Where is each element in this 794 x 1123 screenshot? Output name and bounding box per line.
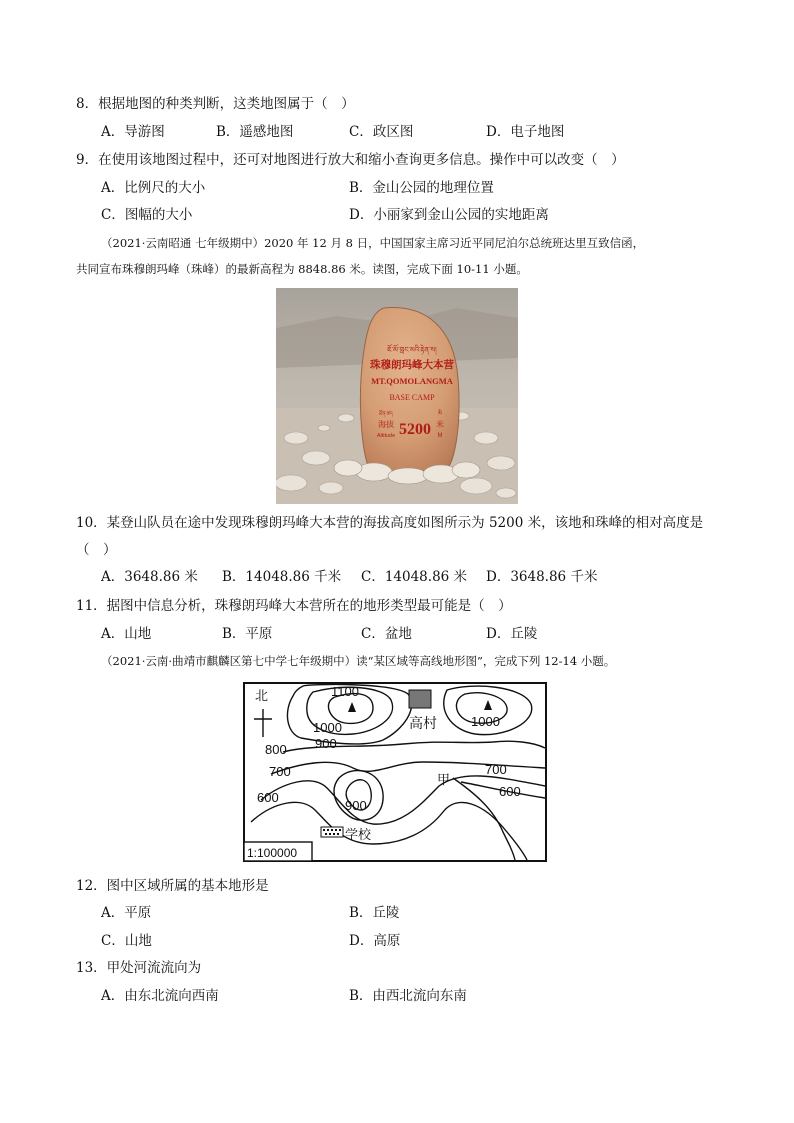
intro-12-14: （2021·云南·曲靖市麒麟区第七中学七年级期中）读“某区域等高线地形图”，完成下列 12-14 小题。 <box>101 654 616 668</box>
stone-left-tibetan: ཐོན་ཚད <box>379 411 393 417</box>
contour-label-700-west: 700 <box>269 764 291 779</box>
school-label: 学校 <box>345 828 372 843</box>
stone-right-english: M <box>437 433 443 439</box>
q10-stem-line2: （ ） <box>76 542 117 558</box>
north-label: 北 <box>255 689 269 704</box>
intro-10-11-line1: （2021·云南昭通 七年级期中）2020 年 12 月 8 日，中国国家主席习近平同尼泊尔总统班达里互致信函， <box>101 236 645 250</box>
q9-option-a: A．比例尺的大小 <box>101 180 206 196</box>
contour-label-900-hill: 900 <box>345 798 367 813</box>
base-camp-photo <box>276 288 518 504</box>
contour-label-900-north: 900 <box>315 736 337 751</box>
q11-option-c: C．盆地 <box>361 626 412 642</box>
intro-10-11-line2: 共同宣布珠穆朗玛峰（珠峰）的最新高程为 8848.86 米。读图，完成下面 10-11 小题。 <box>76 262 528 276</box>
stone-chinese-text: 珠穆朗玛峰大本营 <box>370 359 454 371</box>
q11-option-b: B．平原 <box>222 626 273 642</box>
stone-altitude-number: 5200 <box>399 421 431 438</box>
scale-label: 1:100000 <box>247 846 298 860</box>
contour-label-1100: 1100 <box>331 684 359 699</box>
contour-label-1000-east: 1000 <box>471 714 500 729</box>
q8-option-c: C．政区图 <box>349 124 414 140</box>
river-point-label: 甲 <box>437 773 451 788</box>
stone-left-english: Altitude <box>376 433 396 439</box>
stone-right-chinese: 米 <box>436 420 444 429</box>
q13-option-a: A．由东北流向西南 <box>101 988 219 1004</box>
contour-map <box>243 682 547 862</box>
q12-option-d: D．高原 <box>349 933 401 949</box>
contour-label-800: 800 <box>265 742 287 757</box>
q8-option-a: A．导游图 <box>101 124 165 140</box>
contour-label-1000-west: 1000 <box>313 720 342 735</box>
q9-stem: 9．在使用该地图过程中，还可对地图进行放大和缩小查询更多信息。操作中可以改变（ ） <box>76 152 625 168</box>
q12-stem: 12．图中区域所属的基本地形是 <box>76 878 269 894</box>
q12-option-b: B．丘陵 <box>349 905 400 921</box>
contour-map-figure <box>243 682 547 862</box>
contour-label-600-west: 600 <box>257 790 279 805</box>
q10-option-b: B．14048.86 千米 <box>222 569 342 585</box>
q8-option-b: B．遥感地图 <box>216 124 294 140</box>
stone-tibetan-text: ཇོ་མོ་གླང་མའི་རྟེན་ས། <box>387 346 437 354</box>
school-marker <box>321 827 343 837</box>
village-marker <box>409 690 431 708</box>
q10-option-c: C．14048.86 米 <box>361 569 468 585</box>
q12-option-a: A．平原 <box>101 905 152 921</box>
q10-stem-line1: 10．某登山队员在途中发现珠穆朗玛峰大本营的海拔高度如图所示为 5200 米，该地和珠峰的相对高度是 <box>76 515 704 531</box>
stone-left-chinese: 海拔 <box>378 420 394 429</box>
contour-label-700-east: 700 <box>485 762 507 777</box>
q11-option-d: D．丘陵 <box>486 626 538 642</box>
q10-option-d: D．3648.86 千米 <box>486 569 598 585</box>
q8-stem: 8．根据地图的种类判断，这类地图属于（ ） <box>76 96 355 112</box>
village-label: 高村 <box>409 716 437 732</box>
q10-option-a: A．3648.86 米 <box>101 569 198 585</box>
q9-option-c: C．图幅的大小 <box>101 207 193 223</box>
q9-option-b: B．金山公园的地理位置 <box>349 180 494 196</box>
q13-stem: 13．甲处河流流向为 <box>76 960 202 976</box>
contour-label-600-east: 600 <box>499 784 521 799</box>
q13-option-b: B．由西北流向东南 <box>349 988 467 1004</box>
base-camp-stone-illustration <box>276 288 518 504</box>
q12-option-c: C．山地 <box>101 933 152 949</box>
q11-option-a: A．山地 <box>101 626 152 642</box>
q8-option-d: D．电子地图 <box>486 124 565 140</box>
stone-right-tibetan: མི <box>438 411 442 417</box>
q9-option-d: D．小丽家到金山公园的实地距离 <box>349 207 549 223</box>
q11-stem: 11．据图中信息分析，珠穆朗玛峰大本营所在的地形类型最可能是（ ） <box>76 598 512 614</box>
stone-english-line1: MT.QOMOLANGMA <box>371 376 453 386</box>
stone-english-line2: BASE CAMP <box>389 393 435 402</box>
